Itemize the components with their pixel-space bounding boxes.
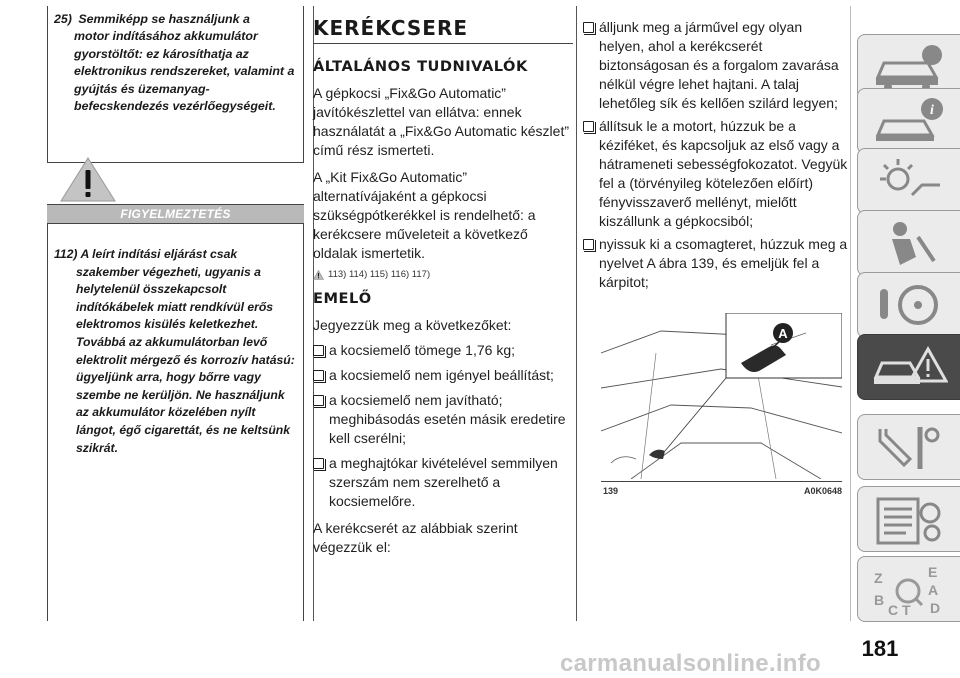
note-112-text: szakember végezheti, ugyanis a helytelenül összekapcsolt indítókábelek miatt rendkívül erős elektromos kisülés keletkezhet. Továbbá az akkumulátorban levő elektrolit mérgező és korrozív hatású: ügyeljünk arra, hogy bőrre vagy szembe ne kerüljön. Ne használjunk az akkumulátor közelében nyílt lángot, égő cigarettát, és ne keltsünk szikrát. [76,264,295,455]
warning-references [313,269,573,280]
small-warning-icon [313,270,324,280]
index-icon [870,563,948,617]
note-112-first-line: A leírt indítási eljárást csak [80,247,238,261]
list-item: álljunk meg a járművel egy olyan helyen, ahol a kerékcserét biztonságosan és a forgalom zavarása nélkül végre lehet hajtani. A talaj lehetőleg sík és kellően szilárd legyen; [583,18,848,113]
checkbox-bullet-icon [583,239,594,250]
sidebar-tab-technical-data[interactable] [857,486,960,552]
paragraph-procedure: A kerékcserét az alábbiak szerint végezzük el: [313,520,518,555]
sidebar-separator [850,6,851,621]
sidebar-tab-index[interactable] [857,556,960,622]
car-info-detail-icon [870,95,948,149]
svg-text:T: T [902,602,911,617]
list-item: a kocsiemelő tömege 1,76 kg; [313,341,573,360]
figure-caption-line [601,481,842,482]
list-item: a kocsiemelő nem igényel beállítást; [313,366,573,385]
note-112-number: 112) [54,247,78,261]
sidebar-tab-emergency[interactable] [857,334,960,400]
section-heading-jack: EMELŐ [313,290,372,307]
technical-data-icon [870,493,948,547]
note-25-first-line: Semmiképp se használjunk a [78,12,250,26]
watermark: carmanualsonline.info [560,650,822,677]
section-heading-general: ÁLTALÁNOS TUDNIVALÓK [313,58,528,75]
page-title: KERÉKCSERE [313,18,573,44]
checkbox-bullet-icon [583,22,594,33]
svg-text:C: C [888,602,899,617]
checkbox-bullet-icon [313,370,324,381]
checkbox-bullet-icon [583,121,594,132]
svg-text:B: B [874,592,885,608]
figure-code: A0K0648 [803,486,842,496]
page-number: 181 [861,636,899,661]
sidebar-tab-lights[interactable] [857,148,960,214]
safety-airbag-icon [870,217,948,271]
warning-triangle-icon [58,156,118,204]
middle-column [313,18,573,557]
dashboard-lights-icon [870,155,948,209]
car-info-icon [870,41,948,95]
paragraph-fixgo: A gépkocsi „Fix&Go Automatic” javítókészlettel van ellátva: ennek használatát a „Fix&Go Automatic készlet” című rész ismerteti. [313,85,569,158]
figure-trunk-illustration [601,313,842,479]
column-separator-right [576,6,577,621]
list-item: a meghajtókar kivételével semmilyen szerszám nem szerelhető a kocsiemelőre. [313,454,573,511]
note-25-text: motor indításához akkumulátor gyorstöltőt: ez károsíthatja az elektronikus rendszereket, valamint a gyújtás és üzemanyag-befecskendezés vezérlőegységeit. [74,29,295,114]
checkbox-bullet-icon [313,345,324,356]
sidebar-tab-car-info[interactable] [857,88,960,154]
right-column [583,18,848,292]
note-112 [54,246,297,457]
svg-text:Z: Z [874,570,883,586]
sidebar-tab-driving[interactable] [857,272,960,338]
note-box-25 [47,6,304,163]
warning-header: FIGYELMEZTETÉS [47,204,304,224]
starting-driving-icon [870,279,948,333]
paragraph-note-following: Jegyezzük meg a következőket: [313,317,512,333]
list-item: a kocsiemelő nem javítható; meghibásodás esetén másik eredetire kell cserélni; [313,391,573,448]
figure-number: 139 [603,486,619,496]
figure-label-a: A [778,326,788,341]
svg-text:A: A [928,582,939,598]
reference-numbers: 113) 114) 115) 116) 117) [328,269,431,280]
list-item: állítsuk le a motort, húzzuk be a kéziféket, és kapcsoljuk az első vagy a hátrameneti sebességfokozatot. Vegyük fel a (törvényileg kötelezően előírt) fényvisszaverő mellényt, mielőtt kiszállunk a gépkocsiból; [583,117,848,231]
emergency-icon [870,341,948,395]
svg-text:E: E [928,564,938,580]
warning-box-112 [47,224,304,621]
checkbox-bullet-icon [313,395,324,406]
list-item: nyissuk ki a csomagteret, húzzuk meg a nyelvet A ábra 139, és emeljük fel a kárpitot; [583,235,848,292]
sidebar-tab-safety[interactable] [857,210,960,276]
maintenance-icon [870,421,948,475]
note-25-number: 25) [54,12,72,26]
svg-text:i: i [930,103,934,118]
paragraph-spare-wheel: A „Kit Fix&Go Automatic” alternatívájaként a gépkocsi szükségpótkerékkel is rendelhető: a kerékcsere műveleteit a következő oldalak ismertetik. [313,169,536,261]
svg-text:D: D [930,600,941,616]
sidebar-tab-maintenance[interactable] [857,414,960,480]
checkbox-bullet-icon [313,458,324,469]
note-25 [54,11,295,115]
